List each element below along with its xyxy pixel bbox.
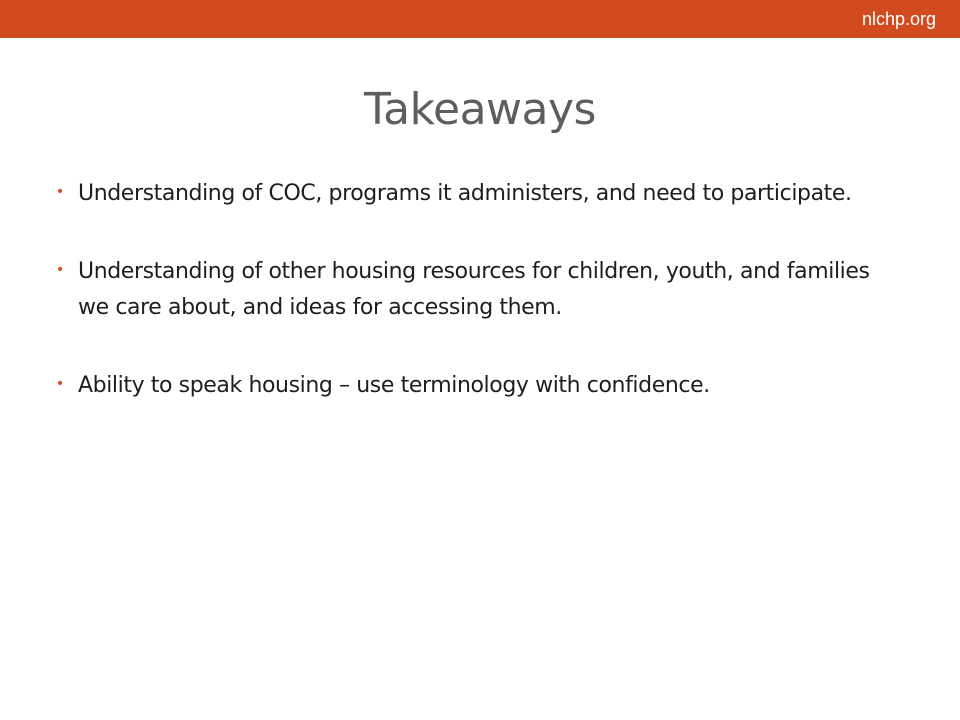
bullet-dot-icon: • [56,262,65,278]
bullet-item [56,368,906,404]
bullet-list [56,176,906,446]
bullet-text: Ability to speak housing – use terminology with confidence. [78,373,710,398]
bullet-text: Understanding of COC, programs it administers, and need to participate. [78,181,852,206]
bullet-item [56,254,906,326]
site-url-label: nlchp.org [861,9,936,29]
bullet-item [56,176,906,212]
bullet-dot-icon: • [56,376,65,392]
bullet-dot-icon: • [56,184,65,200]
bullet-text: Understanding of other housing resources for children, youth, and families we care about, and ideas for accessing them. [78,259,870,320]
slide-title: Takeaways [364,84,596,135]
header-bar [0,0,960,38]
